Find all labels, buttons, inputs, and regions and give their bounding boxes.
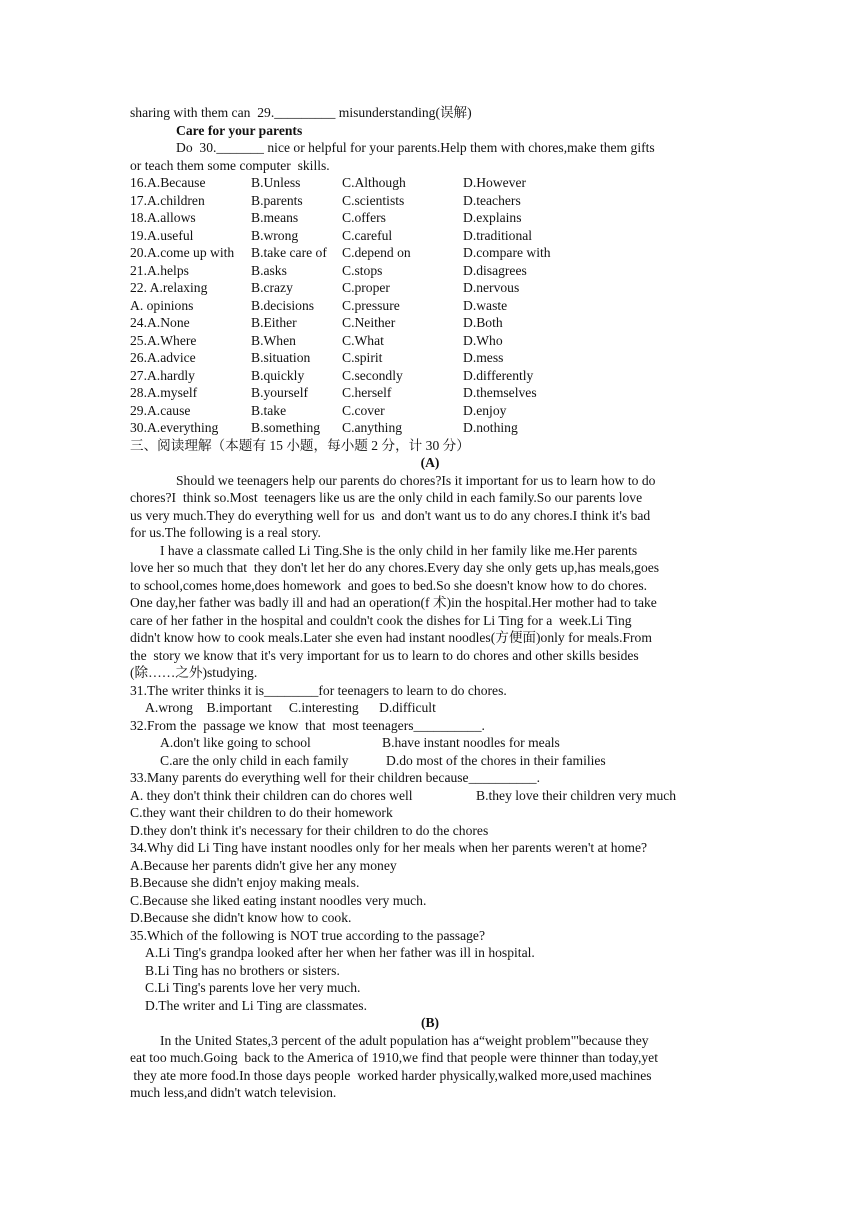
option: B.situation [251,350,311,365]
section-title: 三、阅读理解（本题有 15 小题，每小题 2 分，计 30 分） [130,437,470,453]
option: C.cover [342,402,385,418]
cloze-option-row [130,367,730,385]
option: B.quickly [251,367,305,383]
paragraph-line: love her so much that they don't let her do any chores.Every day she only gets up,has meals,goes [130,560,660,575]
text-line: Do 30._______ nice or helpful for your parents.Help them with chores,make them gifts [176,140,655,155]
option: B.When [251,332,296,348]
option: B.something [251,420,321,435]
text-line: or teach them some computer skills. [130,157,330,173]
option: A. they don't think their children can do chores well [130,787,413,803]
option: 26.A.advice [130,350,196,365]
paragraph-line: much less,and didn't watch television. [130,1085,337,1100]
exam-page [130,104,730,1102]
option: 22. A.relaxing [130,280,208,295]
cloze-option-row [130,262,730,280]
option: B.decisions [251,297,315,313]
question-33: 33.Many parents do everything well for their children because__________. [130,770,540,785]
passage-label-a: (A) [420,455,440,470]
option: D.compare with [463,245,551,260]
option: B.crazy [251,280,293,295]
paragraph-line: they ate more food.In those days people worked harder physically,walked more,used machines [130,1067,652,1083]
option: A.don't like going to school [160,735,311,750]
option: B.take care of [251,245,327,260]
question-32-options-row [130,752,730,770]
option: C.pressure [342,297,400,313]
option: B.asks [251,262,287,278]
paragraph-line: eat too much.Going back to the America of 1910,we find that people were thinner than today,yet [130,1050,658,1065]
option: D.mess [463,350,504,365]
question-31: 31.The writer thinks it is________for teenagers to learn to do chores. [130,682,507,698]
paragraph-line: One day,her father was badly ill and had an operation(f 术)in the hospital.Her mother had to take [130,595,657,610]
option: D.teachers [463,192,521,208]
option: C.secondly [342,367,403,383]
option: D.Both [463,315,503,330]
paragraph-line: In the United States,3 percent of the adult population has a“weight problem"'because they [160,1032,649,1048]
paragraph-line: for us.The following is a real story. [130,525,321,540]
option: A.Li Ting's grandpa looked after her when her father was ill in hospital. [145,945,535,960]
cloze-option-row [130,332,730,350]
option: C.scientists [342,192,405,208]
option: 29.A.cause [130,402,191,418]
cloze-option-row [130,419,730,437]
cloze-option-row [130,192,730,210]
section-heading: Care for your parents [176,122,303,138]
option: 16.A.Because [130,175,206,190]
option: D.do most of the chores in their families [386,752,606,768]
option: 25.A.Where [130,332,197,348]
cloze-option-row [130,279,730,297]
option: A.Because her parents didn't give her any money [130,857,397,873]
option: 17.A.children [130,192,205,208]
text-line: sharing with them can 29._________ misunderstanding(误解) [130,105,472,120]
option: D.differently [463,367,534,383]
option: D.Because she didn't know how to cook. [130,910,352,925]
question-33-options-row [130,787,730,805]
paragraph-line: I have a classmate called Li Ting.She is the only child in her family like me.Her parents [160,542,638,558]
paragraph-line: (除……之外)studying. [130,665,258,680]
option: B.Unless [251,175,301,190]
option: B.means [251,210,299,225]
paragraph-line: care of her father in the hospital and couldn't cook the dishes for Li Ting for a week.Li Ting [130,612,632,628]
option: B.have instant noodles for meals [382,735,560,750]
paragraph-line: didn't know how to cook meals.Later she even had instant noodles(方便面)only for meals.From [130,630,652,645]
option: 19.A.useful [130,227,194,243]
cloze-option-row [130,349,730,367]
option: B.Li Ting has no brothers or sisters. [145,962,340,978]
paragraph-line: us very much.They do everything well for us and don't want us to do any chores.I think it's bad [130,507,651,523]
option: D.traditional [463,227,533,243]
option: D.they don't think it's necessary for their children to do the chores [130,822,489,838]
question-34: 34.Why did Li Ting have instant noodles only for her meals when her parents weren't at home? [130,840,648,855]
option: B.they love their children very much [476,787,677,803]
paragraph-line: to school,comes home,does homework and goes to bed.So she doesn't know how to do chores. [130,577,648,593]
option: C.Li Ting's parents love her very much. [145,980,361,995]
paragraph-line: Should we teenagers help our parents do chores?Is it important for us to learn how to do [176,472,656,488]
option: B.take [251,402,287,418]
option: D.Who [463,332,503,348]
option: C.offers [342,210,386,225]
option: C.Neither [342,315,396,330]
cloze-option-row [130,384,730,402]
passage-label-b: (B) [420,1015,440,1030]
paragraph-line: the story we know that it's very important for us to learn to do chores and other skills besides [130,647,639,663]
cloze-option-row [130,174,730,192]
option: D.However [463,175,527,190]
option: D.The writer and Li Ting are classmates. [145,997,367,1013]
cloze-options [130,174,730,437]
option: C.careful [342,227,393,243]
question-32-options-row [130,734,730,752]
option: 27.A.hardly [130,367,195,383]
option: C.Because she liked eating instant noodles very much. [130,892,427,908]
option: D.themselves [463,385,537,400]
question-35: 35.Which of the following is NOT true according to the passage? [130,927,485,943]
option: A. opinions [130,297,194,313]
option: 20.A.come up with [130,245,235,260]
option: B.wrong [251,227,299,243]
option: B.parents [251,192,303,208]
option: C.spirit [342,350,383,365]
option: D.nervous [463,280,520,295]
question-31-options: A.wrong B.important C.interesting D.difficult [145,700,436,715]
option: 18.A.allows [130,210,196,225]
cloze-option-row [130,227,730,245]
option: C.proper [342,280,390,295]
cloze-option-row [130,402,730,420]
option: C.anything [342,420,403,435]
option: C.What [342,332,384,348]
cloze-option-row [130,244,730,262]
option: C.Although [342,175,406,190]
option: C.herself [342,385,392,400]
option: C.are the only child in each family [160,752,349,768]
option: C.depend on [342,245,411,260]
option: 30.A.everything [130,420,219,435]
option: D.nothing [463,420,518,435]
option: D.disagrees [463,262,527,278]
option: 28.A.myself [130,385,198,400]
option: C.they want their children to do their homework [130,805,393,820]
option: B.Because she didn't enjoy making meals. [130,875,360,890]
option: C.stops [342,262,383,278]
question-32: 32.From the passage we know that most teenagers__________. [130,717,485,733]
option: B.yourself [251,385,309,400]
option: D.explains [463,210,522,225]
cloze-option-row [130,209,730,227]
option: 24.A.None [130,315,190,330]
cloze-option-row [130,314,730,332]
option: D.waste [463,297,508,313]
option: B.Either [251,315,297,330]
option: 21.A.helps [130,262,189,278]
cloze-option-row [130,297,730,315]
option: D.enjoy [463,402,507,418]
paragraph-line: chores?I think so.Most teenagers like us are the only child in each family.So our parents love [130,490,643,505]
